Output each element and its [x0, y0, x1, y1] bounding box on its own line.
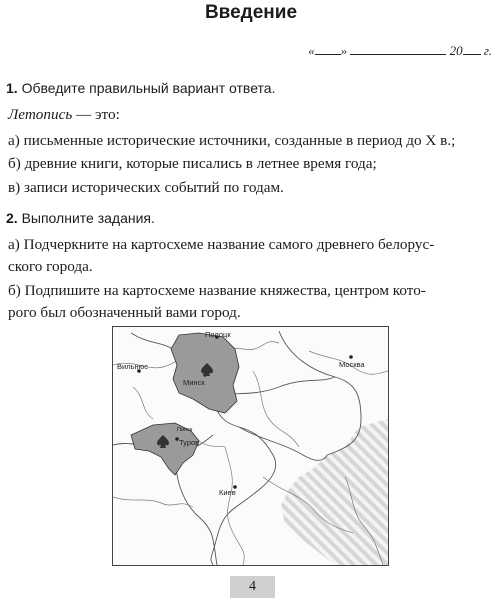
task-1-instruction: Обведите правильный вариант ответа. [21, 80, 276, 96]
task-2-instruction: Выполните задания. [21, 210, 155, 226]
task-2b-line2: рого был обозначенный вами город. [8, 304, 241, 321]
task-2-heading [6, 210, 155, 226]
option-c[interactable]: в) записи исторических событий по годам. [8, 179, 284, 196]
option-a[interactable]: а) письменные исторические источники, созданные в период до X в.; [8, 132, 456, 149]
task-2-number: 2. [6, 210, 18, 226]
option-b[interactable]: б) древние книги, которые писались в летнее время года; [8, 155, 377, 172]
date-close-quote: » [340, 43, 348, 58]
term-rest: — это: [72, 106, 120, 123]
task-2a-line2: ского города. [8, 258, 93, 275]
year-prefix: 20 [449, 43, 463, 58]
year-blank[interactable] [463, 42, 481, 55]
minsk-label: Минск [183, 378, 205, 387]
date-line [308, 42, 492, 59]
month-blank[interactable] [350, 42, 446, 55]
moscow-label: Москва [339, 360, 365, 369]
moscow-marker [349, 355, 353, 359]
task-1-number: 1. [6, 80, 18, 96]
day-blank[interactable] [315, 42, 341, 55]
term-word: Летопись [8, 106, 73, 123]
year-suffix: г. [483, 43, 492, 58]
polotsk-label: Полоцк [205, 330, 231, 339]
task-2b-line1: б) Подпишите на картосхеме название княжества, центром кото- [8, 282, 426, 299]
kiev-label: Киев [219, 488, 236, 497]
page-number: 4 [230, 576, 275, 598]
turov-label: Туров [179, 438, 200, 447]
hatched-region [281, 419, 388, 565]
vilnius-label: Вильнюс [117, 362, 148, 371]
task-2a-line1: а) Подчеркните на картосхеме название самого древнего белорус- [8, 236, 435, 253]
page-title: Введение [204, 2, 298, 23]
date-open-quote: « [308, 43, 315, 58]
term-line [8, 104, 496, 125]
historical-map[interactable] [112, 326, 389, 566]
task-1-heading [6, 80, 275, 96]
pinsk-label: Пинск [177, 427, 193, 433]
